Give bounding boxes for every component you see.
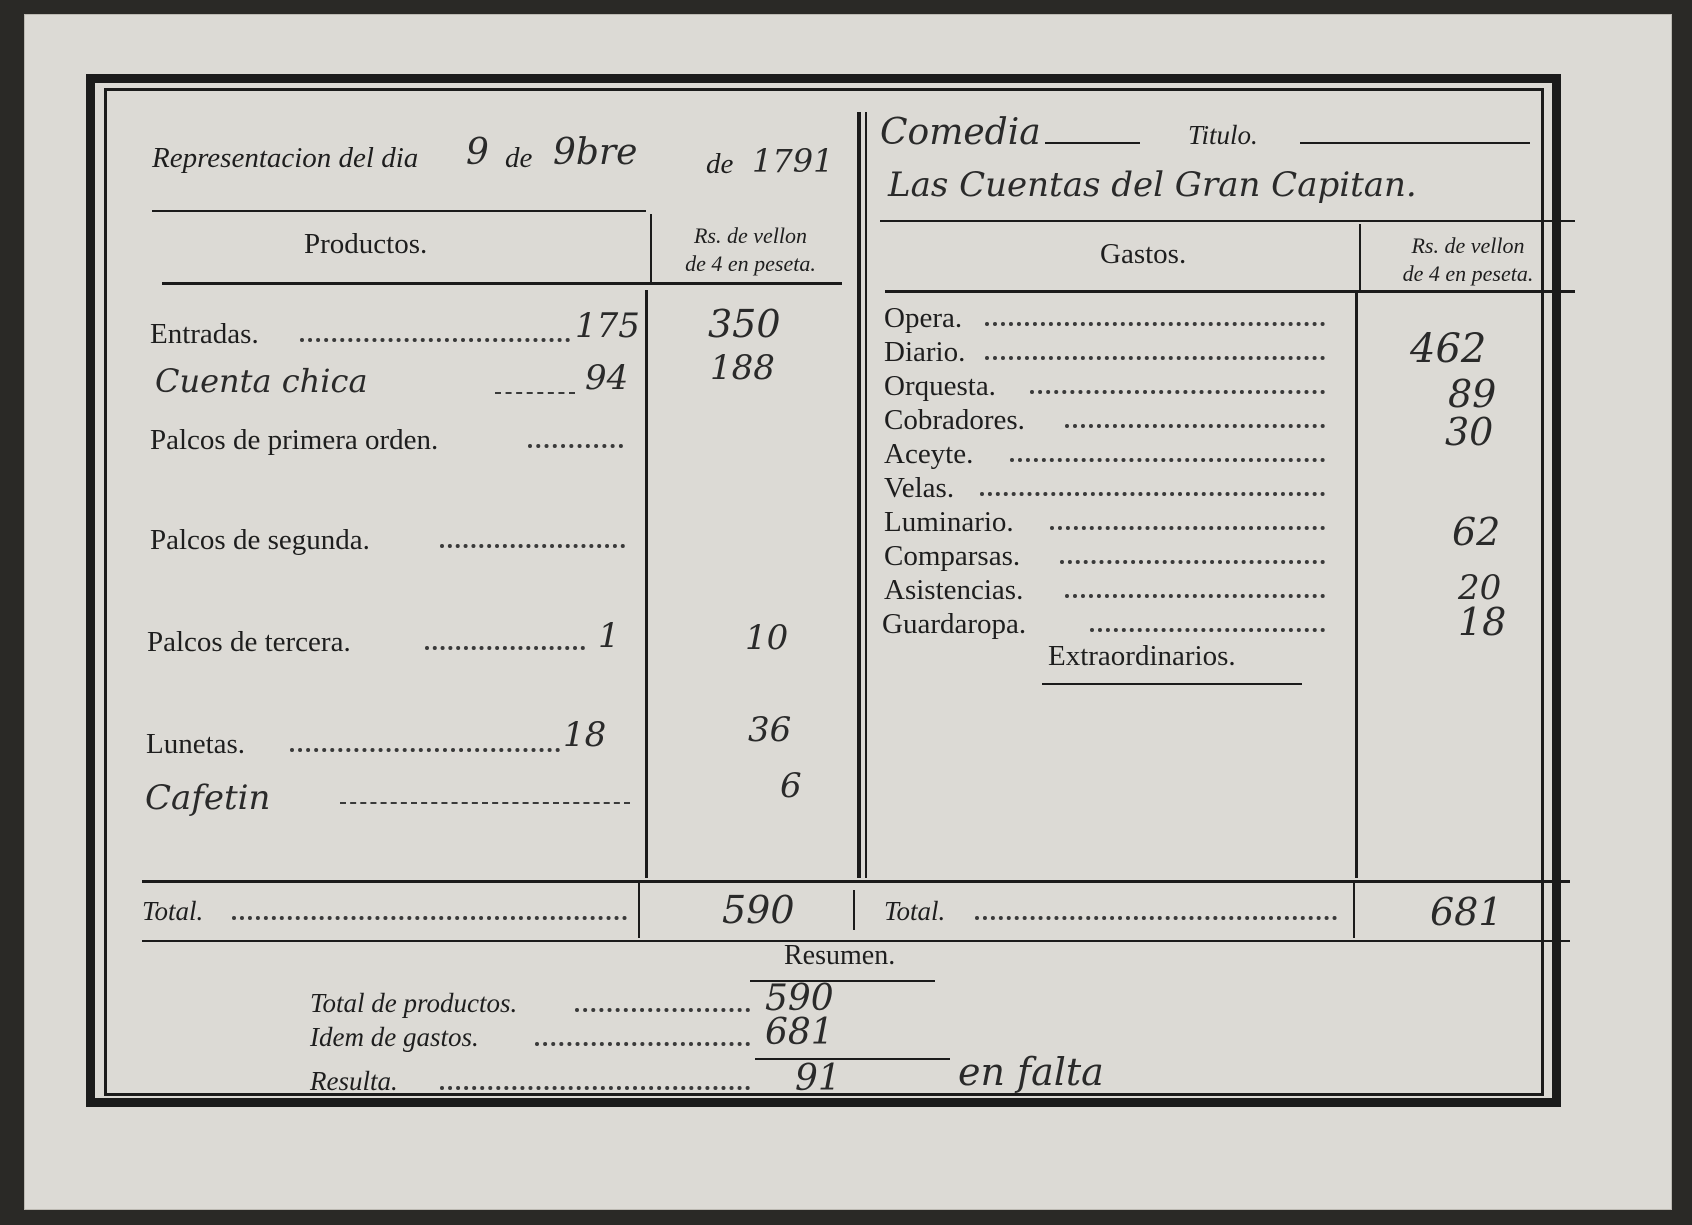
gastos-currency-line1: Rs. de vellon <box>1411 233 1525 258</box>
diario-amount: 462 <box>1410 326 1487 372</box>
cobradores-dots <box>1065 424 1325 428</box>
extraordinarios-label: Extraordinarios. <box>1048 640 1236 672</box>
palcos-primera-label: Palcos de primera orden. <box>150 424 439 456</box>
asistencias-amount: 20 <box>1458 568 1502 608</box>
header-rule-left <box>152 210 646 212</box>
velas-dots <box>980 492 1325 496</box>
title-value: Las Cuentas del Gran Capitan. <box>888 165 1417 205</box>
month-value: 9bre <box>553 132 638 173</box>
productos-total-label: Total. <box>142 896 204 926</box>
resulta-dots <box>440 1086 750 1090</box>
resulta-underline <box>758 1102 948 1104</box>
gastos-total-label: Total. <box>884 896 946 926</box>
orquesta-dots <box>1030 390 1325 394</box>
center-divider <box>857 112 861 878</box>
productos-amount-divider <box>645 290 648 878</box>
titulo-label: Titulo. <box>1188 120 1258 150</box>
cuenta-chica-amount: 188 <box>710 348 775 388</box>
opera-label: Opera. <box>884 302 963 334</box>
genre-value: Comedia <box>880 112 1041 153</box>
gastos-total-dots <box>975 916 1337 920</box>
cafetin-label: Cafetin <box>145 778 271 818</box>
luminario-dots <box>1050 526 1325 530</box>
luminario-label: Luminario. <box>884 506 1014 538</box>
cobradores-amount: 30 <box>1445 410 1494 454</box>
de-label-2: de <box>706 148 734 180</box>
palcos-segunda-label: Palcos de segunda. <box>150 524 370 556</box>
entradas-amount: 350 <box>708 302 781 346</box>
resulta-value: 91 <box>795 1058 841 1099</box>
entradas-dots <box>300 338 570 342</box>
guardaropa-dots <box>1090 628 1325 632</box>
de-label-1: de <box>505 142 533 174</box>
cuenta-chica-count: 94 <box>585 358 629 398</box>
representacion-label: Representacion del dia <box>152 142 419 174</box>
day-value: 9 <box>466 132 489 173</box>
palcos-tercera-dots <box>425 646 585 650</box>
productos-amount-header-divider <box>650 214 652 282</box>
total-mid-divider <box>853 890 855 930</box>
palcos-segunda-dots <box>440 544 625 548</box>
lunetas-count: 18 <box>563 715 607 755</box>
total-productos-label: Total de productos. <box>310 988 518 1018</box>
guardaropa-label: Guardaropa. <box>882 608 1027 640</box>
productos-currency-line1: Rs. de vellon <box>693 223 808 248</box>
cafetin-amount: 6 <box>780 766 802 806</box>
idem-gastos-dots <box>535 1042 750 1046</box>
total-productos-value: 590 <box>765 978 834 1019</box>
gastos-currency-line2: de 4 en peseta. <box>1402 261 1534 286</box>
total-right-divider <box>1353 882 1355 938</box>
palcos-tercera-amount: 10 <box>745 618 789 658</box>
aceyte-label: Aceyte. <box>884 438 974 470</box>
productos-heading-rule <box>162 282 842 285</box>
cafetin-dashes <box>340 802 630 804</box>
idem-gastos-value: 681 <box>765 1012 834 1053</box>
velas-label: Velas. <box>884 472 955 504</box>
productos-currency <box>658 222 843 278</box>
gastos-heading: Gastos. <box>1100 238 1187 270</box>
comparsas-dots <box>1060 560 1325 564</box>
lunetas-dots <box>290 748 560 752</box>
genre-underline <box>1045 142 1140 144</box>
resulta-label: Resulta. <box>310 1066 398 1096</box>
extraordinarios-underline <box>1042 683 1302 685</box>
lunetas-amount: 36 <box>748 710 792 750</box>
palcos-primera-dots <box>528 444 623 448</box>
gastos-total-amount: 681 <box>1430 890 1503 934</box>
comparsas-label: Comparsas. <box>884 540 1021 572</box>
productos-total-dots <box>232 916 627 920</box>
cobradores-label: Cobradores. <box>884 404 1025 436</box>
diario-dots <box>985 356 1325 360</box>
orquesta-amount: 89 <box>1448 372 1497 416</box>
entradas-label: Entradas. <box>150 318 259 350</box>
gastos-amount-header-divider <box>1359 224 1361 292</box>
aceyte-dots <box>1010 458 1325 462</box>
palcos-tercera-label: Palcos de tercera. <box>147 626 351 658</box>
resumen-heading: Resumen. <box>784 940 896 971</box>
productos-total-amount: 590 <box>722 888 795 932</box>
productos-currency-line2: de 4 en peseta. <box>685 251 816 276</box>
luminario-amount: 62 <box>1452 510 1501 554</box>
entradas-count: 175 <box>575 306 640 346</box>
center-divider-2 <box>865 112 867 878</box>
diario-label: Diario. <box>884 336 966 368</box>
cuenta-chica-label: Cuenta chica <box>155 362 368 400</box>
orquesta-label: Orquesta. <box>884 370 996 402</box>
year-value: 1791 <box>752 142 834 180</box>
gastos-amount-divider <box>1355 290 1358 878</box>
asistencias-dots <box>1065 594 1325 598</box>
gastos-heading-rule <box>885 290 1575 293</box>
gastos-currency <box>1368 232 1568 288</box>
resumen-sum-rule <box>755 1058 950 1060</box>
palcos-tercera-count: 1 <box>598 616 620 656</box>
guardaropa-amount: 18 <box>1458 600 1507 644</box>
lunetas-label: Lunetas. <box>146 728 246 760</box>
header-rule-right <box>880 220 1575 222</box>
titulo-underline <box>1300 142 1530 144</box>
total-left-divider <box>638 882 640 938</box>
productos-heading: Productos. <box>304 228 428 260</box>
asistencias-label: Asistencias. <box>884 574 1024 606</box>
idem-gastos-label: Idem de gastos. <box>310 1022 479 1052</box>
totals-top-rule <box>142 880 1570 883</box>
total-productos-dots <box>575 1008 750 1012</box>
opera-dots <box>985 322 1325 326</box>
cuenta-chica-dots <box>495 392 575 394</box>
resulta-note: en falta <box>958 1050 1104 1094</box>
